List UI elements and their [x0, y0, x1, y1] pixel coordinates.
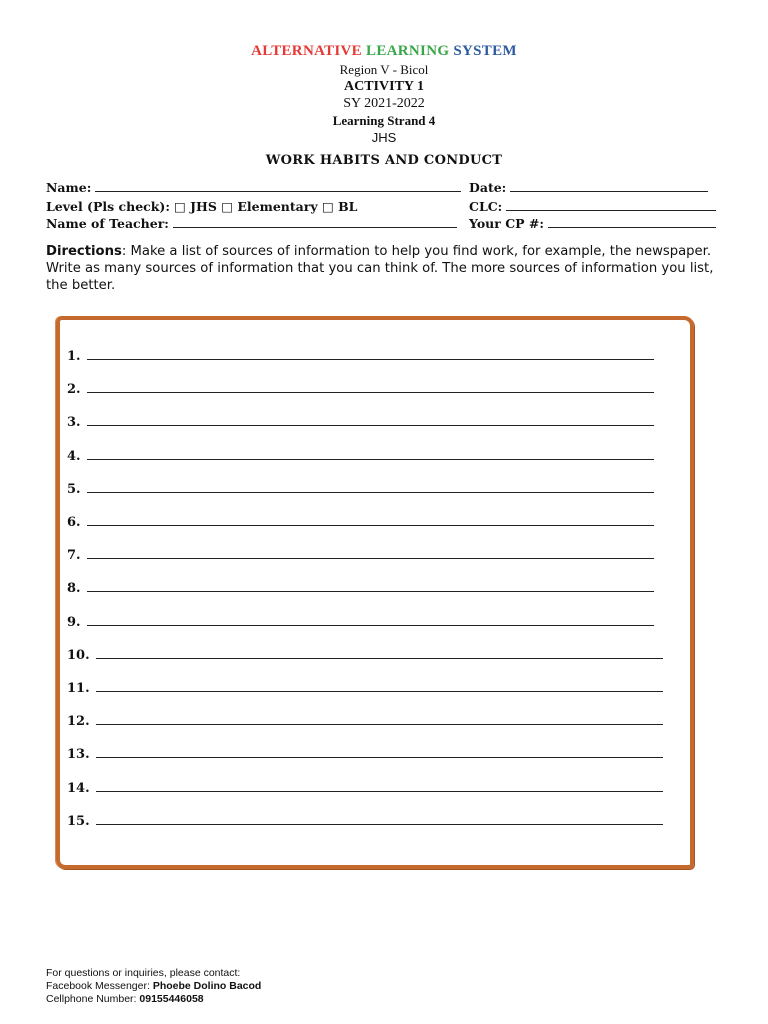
answer-line[interactable]: [67, 746, 663, 762]
phone-line: [46, 993, 261, 1006]
level-label: Level (Pls check):: [46, 199, 170, 214]
answer-line[interactable]: [67, 481, 654, 497]
answer-blank[interactable]: [87, 614, 654, 626]
directions-label: Directions: [46, 244, 122, 259]
answer-number: 3.: [67, 415, 81, 431]
phone-label: Cellphone Number:: [46, 993, 140, 1005]
level-field[interactable]: [46, 199, 357, 214]
answer-line[interactable]: [67, 647, 663, 663]
answer-line[interactable]: [67, 580, 654, 596]
cp-field[interactable]: [469, 216, 716, 231]
answer-blank[interactable]: [96, 813, 663, 825]
messenger-label: Facebook Messenger:: [46, 980, 153, 992]
teacher-label: Name of Teacher:: [46, 216, 169, 231]
directions-text: : Make a list of sources of information to help you find work, for example, the newspaper. Write as many sources of information that you can think of. The more sources of information you list, the better.: [46, 244, 714, 293]
contact-intro: For questions or inquiries, please contact:: [46, 967, 241, 979]
name-blank[interactable]: [95, 180, 461, 192]
clc-blank[interactable]: [506, 199, 716, 211]
answer-number: 10.: [67, 647, 90, 663]
clc-field[interactable]: [469, 199, 716, 214]
date-field[interactable]: [469, 180, 708, 195]
answer-line[interactable]: [67, 414, 654, 430]
name-field[interactable]: [46, 180, 461, 195]
brand-word-alternative: ALTERNATIVE: [251, 43, 362, 59]
answer-number: 2.: [67, 382, 81, 398]
answer-blank[interactable]: [87, 414, 654, 426]
cp-label: Your CP #:: [469, 216, 544, 231]
level-options[interactable]: □ JHS □ Elementary □ BL: [173, 199, 358, 214]
answer-blank[interactable]: [87, 381, 654, 393]
answer-line[interactable]: [67, 614, 654, 630]
brand-word-system: SYSTEM: [453, 43, 517, 59]
worksheet-title: WORK HABITS AND CONDUCT: [265, 153, 503, 168]
cp-blank[interactable]: [548, 216, 716, 228]
answer-line[interactable]: [67, 780, 663, 796]
messenger-name: Phoebe Dolino Bacod: [152, 980, 262, 992]
answer-blank[interactable]: [87, 547, 654, 559]
answer-blank[interactable]: [87, 448, 654, 460]
answer-blank[interactable]: [96, 713, 663, 725]
date-blank[interactable]: [510, 180, 708, 192]
answer-number: 12.: [67, 714, 90, 730]
school-year: SY 2021-2022: [343, 96, 425, 111]
answer-number: 4.: [67, 448, 81, 464]
clc-label: CLC:: [469, 199, 503, 214]
teacher-blank[interactable]: [173, 216, 457, 228]
answer-line[interactable]: [67, 348, 654, 364]
activity-title: ACTIVITY 1: [344, 79, 424, 94]
answer-number: 5.: [67, 481, 81, 497]
answer-line[interactable]: [67, 713, 663, 729]
level-line: JHS: [371, 130, 397, 145]
answer-number: 1.: [67, 349, 81, 364]
answer-number: 6.: [67, 515, 81, 530]
region-line: Region V - Bicol: [339, 62, 429, 77]
answer-line[interactable]: [67, 381, 654, 397]
name-label: Name:: [46, 180, 92, 195]
brand-word-learning: LEARNING: [366, 43, 450, 59]
answer-number: 11.: [67, 681, 90, 696]
teacher-field[interactable]: [46, 216, 457, 231]
answer-blank[interactable]: [96, 780, 663, 792]
answer-blank[interactable]: [96, 746, 663, 758]
answer-line[interactable]: [67, 547, 654, 563]
answer-blank[interactable]: [96, 680, 663, 692]
answer-blank[interactable]: [87, 580, 654, 592]
answer-blank[interactable]: [96, 647, 663, 659]
document-header: [0, 42, 768, 146]
phone-number: 09155446058: [139, 993, 204, 1005]
date-label: Date:: [469, 180, 507, 195]
answer-number: 15.: [67, 813, 90, 829]
contact-footer: [46, 967, 261, 1006]
answer-line[interactable]: [67, 813, 663, 829]
answer-blank[interactable]: [87, 514, 654, 526]
answer-number: 14.: [67, 780, 90, 796]
directions-paragraph: [46, 243, 726, 294]
messenger-line: [46, 980, 261, 993]
answer-number: 7.: [67, 548, 81, 564]
answer-line[interactable]: [67, 680, 663, 696]
answer-number: 9.: [67, 614, 81, 630]
answer-number: 8.: [67, 581, 81, 597]
brand-title: [0, 42, 768, 61]
answer-blank[interactable]: [87, 348, 654, 360]
answer-number: 13.: [67, 747, 90, 763]
answer-line[interactable]: [67, 448, 654, 464]
answer-line[interactable]: [67, 514, 654, 530]
learning-strand: Learning Strand 4: [332, 113, 436, 128]
answer-blank[interactable]: [87, 481, 654, 493]
